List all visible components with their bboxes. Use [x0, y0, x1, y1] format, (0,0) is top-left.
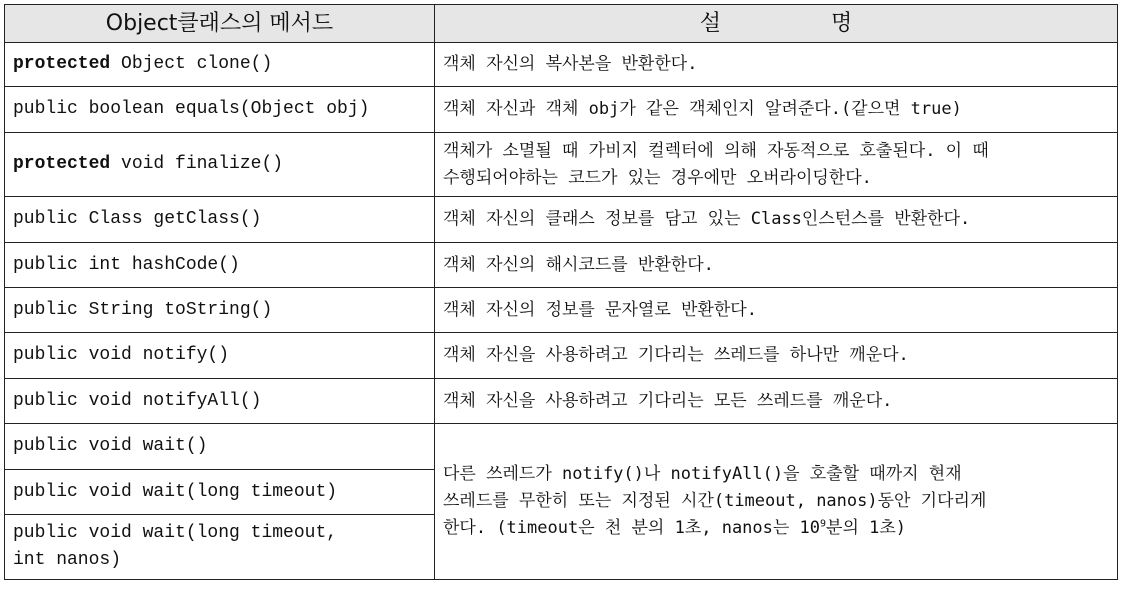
description-cell: 객체 자신과 객체 obj가 같은 객체인지 알려준다.(같으면 true)	[435, 87, 1118, 133]
table-row	[5, 333, 1118, 379]
table-row	[5, 288, 1118, 333]
description-column-header: 설 명	[435, 5, 1118, 43]
table-header-row	[5, 5, 1118, 43]
method-cell: public String toString()	[5, 288, 435, 333]
table-row	[5, 424, 1118, 470]
description-cell: 객체가 소멸될 때 가비지 컬렉터에 의해 자동적으로 호출된다. 이 때 수행되어야하는 코드가 있는 경우에만 오버라이딩한다.	[435, 133, 1118, 197]
table-row	[5, 87, 1118, 133]
description-cell: 객체 자신의 정보를 문자열로 반환한다.	[435, 288, 1118, 333]
method-cell: public void notifyAll()	[5, 379, 435, 424]
table-row	[5, 379, 1118, 424]
method-cell: protected Object clone()	[5, 43, 435, 87]
method-cell: public void wait(long timeout)	[5, 470, 435, 515]
wait-description-cell: 다른 쓰레드가 notify()나 notifyAll()을 호출할 때까지 현재 쓰레드를 무한히 또는 지정된 시간(timeout, nanos)동안 기다리게 한다. (timeout은 천 분의 1초, nanos는 $10^9$분의 1초)	[435, 424, 1118, 580]
method-cell: public boolean equals(Object obj)	[5, 87, 435, 133]
method-cell: public void notify()	[5, 333, 435, 379]
method-cell: public void wait(long timeout, int nanos)	[5, 515, 435, 580]
object-methods-table	[4, 4, 1118, 580]
table-row	[5, 243, 1118, 288]
description-cell: 객체 자신의 복사본을 반환한다.	[435, 43, 1118, 87]
method-column-header: Object클래스의 메서드	[5, 5, 435, 43]
table-row	[5, 43, 1118, 87]
description-cell: 객체 자신의 해시코드를 반환한다.	[435, 243, 1118, 288]
method-cell: public Class getClass()	[5, 197, 435, 243]
description-cell: 객체 자신을 사용하려고 기다리는 모든 쓰레드를 깨운다.	[435, 379, 1118, 424]
table-row	[5, 133, 1118, 197]
description-cell: 객체 자신의 클래스 정보를 담고 있는 Class인스턴스를 반환한다.	[435, 197, 1118, 243]
table-row	[5, 197, 1118, 243]
method-cell: public void wait()	[5, 424, 435, 470]
method-cell: public int hashCode()	[5, 243, 435, 288]
description-cell: 객체 자신을 사용하려고 기다리는 쓰레드를 하나만 깨운다.	[435, 333, 1118, 379]
method-cell: protected void finalize()	[5, 133, 435, 197]
